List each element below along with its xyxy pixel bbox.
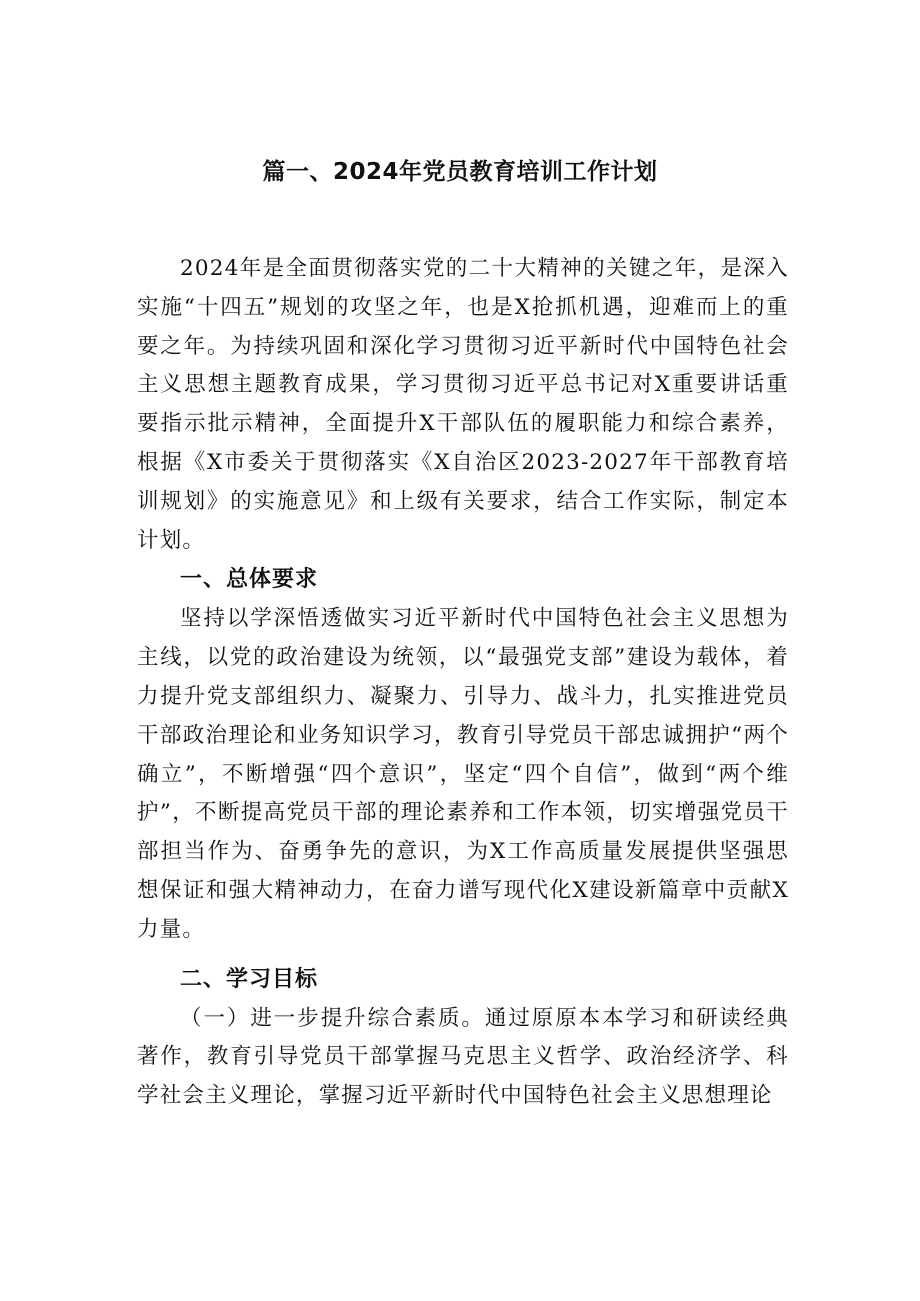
learning-goal-item-1: （一）进一步提升综合素质。通过原原本本学习和研读经典著作，教育引导党员干部掌握马克思主义哲学、政治经济学、科学社会主义理论，掌握习近平新时代中国特色社会主义思想理论 xyxy=(137,1005,789,1109)
section-heading-learning-goals: 二、学习目标 xyxy=(180,966,319,992)
section-heading-overall-requirements: 一、总体要求 xyxy=(180,567,319,593)
overall-requirements-paragraph: 坚持以学深悟透做实习近平新时代中国特色社会主义思想为主线，以党的政治建设为统领，以“最强党支部”建设为载体，着力提升党支部组织力、凝聚力、引导力、战斗力，扎实推进党员干部政治理论和业务知识学习，教育引导党员干部忠诚拥护“两个确立”，不断增强“四个意识”，坚定“四个自信”，做到“两个维护”，不断提高党员干部的理论素养和工作本领，切实增强党员干部担当作为、奋勇争先的意识，为X工作高质量发展提供坚强思想保证和强大精神动力，在奋力谱写现代化X建设新篇章中贡献X力量。 xyxy=(137,606,789,942)
intro-paragraph: 2024年是全面贯彻落实党的二十大精神的关键之年，是深入实施“十四五”规划的攻坚之年，也是X抢抓机遇，迎难而上的重要之年。为持续巩固和深化学习贯彻习近平新时代中国特色社会主义思想主题教育成果，学习贯彻习近平总书记对X重要讲话重要指示批示精神，全面提升X干部队伍的履职能力和综合素养，根据《X市委关于贯彻落实《X自治区2023-2027年干部教育培训规划》的实施意见》和上级有关要求，结合工作实际，制定本计划。 xyxy=(137,256,789,553)
document-title: 篇一、2024年党员教育培训工作计划 xyxy=(262,159,658,185)
document-body xyxy=(137,250,789,1116)
